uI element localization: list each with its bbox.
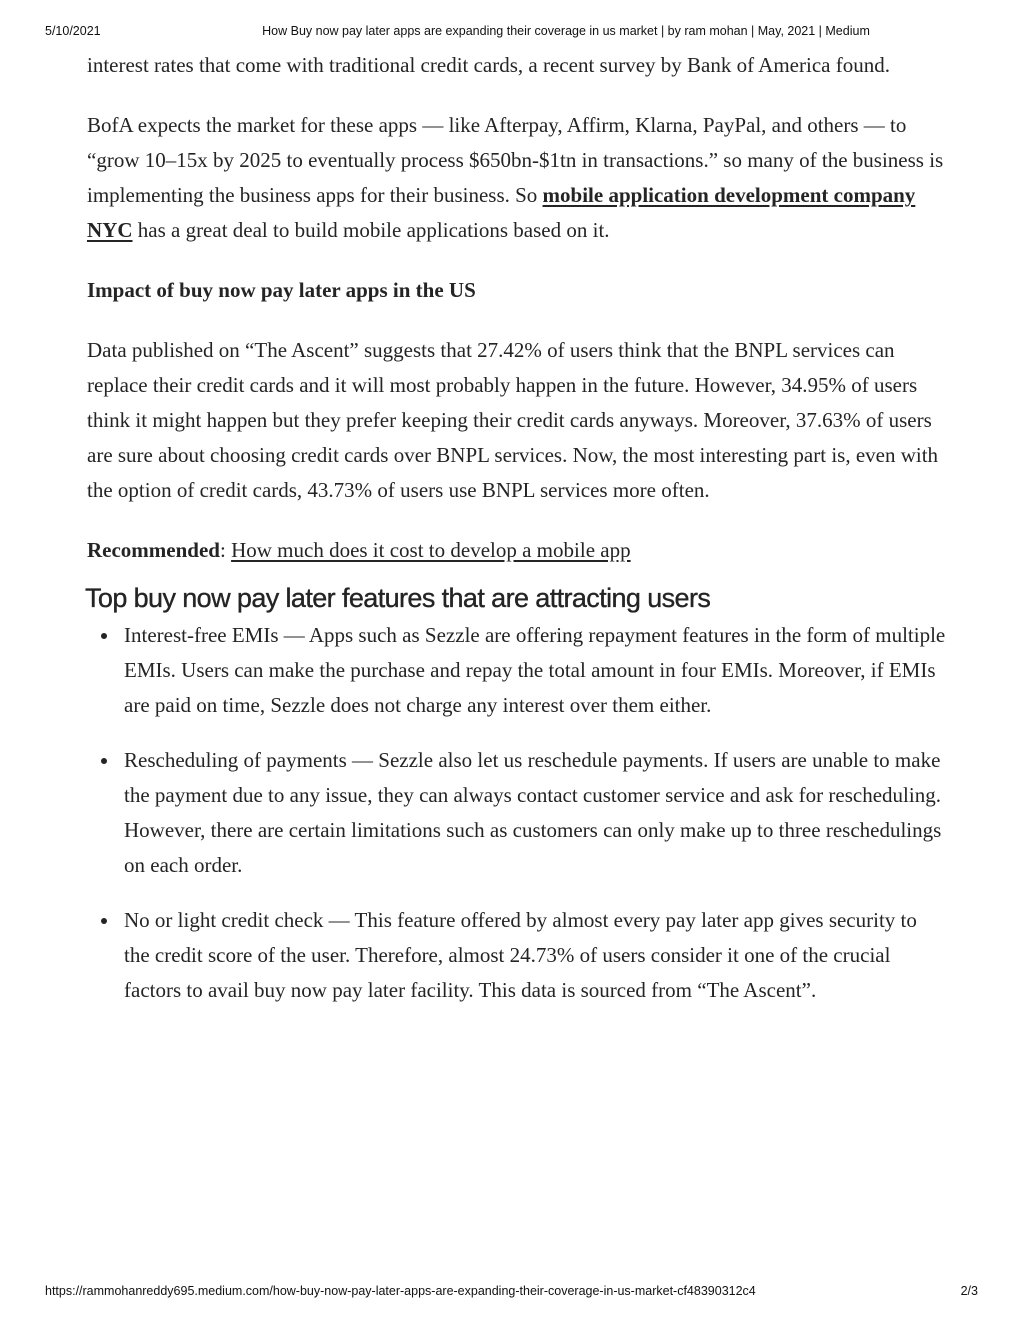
- paragraph-bofa: [87, 108, 947, 248]
- print-header: [0, 24, 1024, 40]
- print-date: 5/10/2021: [45, 24, 101, 38]
- print-url: https://rammohanreddy695.medium.com/how-buy-now-pay-later-apps-are-expanding-their-coverage-in-us-market-cf48390312c4: [45, 1284, 756, 1298]
- feature-text: No or light credit check — This feature offered by almost every pay later app gives security to the credit score of the user. Therefore, almost 24.73% of users consider it one of the crucial factors to avail buy now pay later facility. This data is sourced from “The Ascent”.: [124, 908, 917, 1002]
- list-item: [87, 618, 947, 723]
- paragraph-ascent-data: Data published on “The Ascent” suggests that 27.42% of users think that the BNPL services can replace their credit cards and it will most probably happen in the future. However, 34.95% of users think it might happen but they prefer keeping their credit cards anyways. Moreover, 37.63% of users are sure about choosing credit cards over BNPL services. Now, the most interesting part is, even with the option of credit cards, 43.73% of users use BNPL services more often.: [87, 338, 939, 502]
- features-list: [87, 618, 947, 1008]
- section-subheading: Impact of buy now pay later apps in the US: [87, 278, 476, 302]
- features-heading: Top buy now pay later features that are attracting users: [85, 583, 711, 613]
- paragraph-bofa-text: BofA expects the market for these apps — like Afterpay, Affirm, Klarna, PayPal, and others — to “grow 10–15x by 2025 to eventually process $650bn-$1tn in transactions.” so many of the business is implementing the business apps for their business. So: [87, 113, 944, 207]
- paragraph-survey: interest rates that come with traditional credit cards, a recent survey by Bank of America found.: [87, 53, 890, 77]
- recommended-link[interactable]: How much does it cost to develop a mobile app: [231, 538, 631, 562]
- feature-text: Rescheduling of payments — Sezzle also let us reschedule payments. If users are unable to make the payment due to any issue, they can always contact customer service and ask for rescheduling. However, there are certain limitations such as customers can only make up to three reschedulings on each order.: [124, 748, 942, 877]
- paragraph-bofa-tail: has a great deal to build mobile applications based on it.: [132, 218, 610, 242]
- bullet-icon: [101, 918, 107, 924]
- bullet-icon: [101, 633, 107, 639]
- article-body: [87, 48, 947, 1028]
- print-page-number: 2/3: [960, 1284, 978, 1298]
- print-page-title: How Buy now pay later apps are expanding their coverage in us market | by ram mohan | May, 2021 | Medium: [262, 24, 870, 38]
- recommended-label: Recommended: [87, 538, 220, 562]
- list-item: [87, 903, 947, 1008]
- recommended-separator: :: [219, 538, 232, 562]
- print-footer: [0, 1284, 1024, 1300]
- list-item: [87, 743, 947, 883]
- recommended-line: [87, 533, 947, 568]
- bullet-icon: [101, 758, 107, 764]
- mobile-app-company-link[interactable]: mobile application development company NYC: [87, 183, 916, 242]
- feature-text: Interest-free EMIs — Apps such as Sezzle are offering repayment features in the form of multiple EMIs. Users can make the purchase and repay the total amount in four EMIs. Moreover, if EMIs are paid on time, Sezzle does not charge any interest over them either.: [124, 623, 946, 717]
